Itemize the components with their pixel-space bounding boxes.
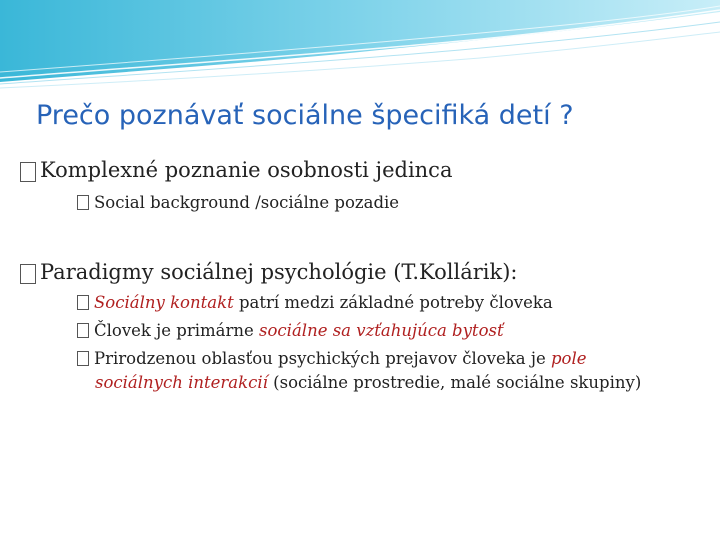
bullet-box-icon — [77, 323, 89, 338]
slide-title: Prečo poznávať sociálne špecifiká detí ? — [36, 100, 574, 131]
emphasis-text: Sociálny kontakt — [94, 293, 234, 312]
bullet-box-icon — [77, 351, 89, 366]
bullet-item — [20, 260, 517, 284]
sub-bullet-item — [77, 193, 399, 212]
sub-bullet-text: (sociálne prostredie, malé sociálne skupiny) — [267, 373, 642, 392]
bullet-box-icon — [20, 162, 36, 182]
bullet-text: Paradigmy sociálnej psychológie (T.Kollárik): — [40, 260, 518, 284]
bullet-box-icon — [77, 195, 89, 210]
sub-bullet-continuation — [95, 373, 641, 392]
sub-bullet-text: Social background /sociálne pozadie — [94, 193, 400, 212]
bullet-box-icon — [20, 264, 36, 284]
emphasis-text: sociálnych interakcií — [95, 373, 268, 392]
bullet-box-icon — [77, 295, 89, 310]
emphasis-text: pole — [550, 349, 587, 368]
sub-bullet-item — [77, 349, 587, 368]
sub-bullet-text: Prirodzenou oblasťou psychických prejavov človeka je — [94, 349, 551, 368]
bullet-text: Komplexné poznanie osobnosti jedinca — [40, 158, 453, 182]
sub-bullet-text: Človek je primárne — [94, 321, 260, 340]
sub-bullet-item — [77, 293, 553, 312]
sub-bullet-text: patrí medzi základné potreby človeka — [233, 293, 553, 312]
bullet-item — [20, 158, 452, 182]
header-wave-decoration — [0, 0, 720, 95]
sub-bullet-item — [77, 321, 504, 340]
emphasis-text: sociálne sa vzťahujúca bytosť — [259, 321, 504, 340]
